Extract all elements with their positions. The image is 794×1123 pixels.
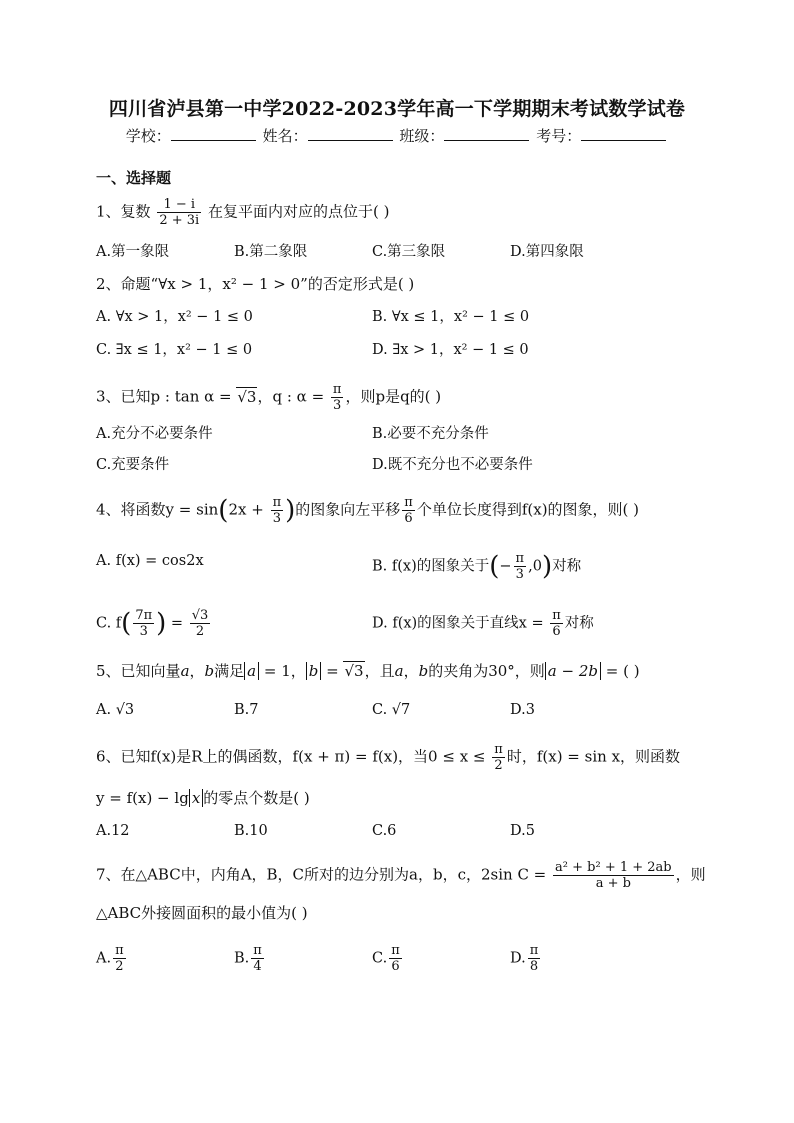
question-7-stem-line-1: 7、在△ABC中，内角A，B，C所对的边分别为a，b，c，2sin C = $\frac{\text{a² + b² + 1 + 2ab}}{a + b}$ ，则 — [96, 860, 706, 891]
class-blank[interactable] — [444, 127, 529, 141]
fraction: $\frac{√3}{2}$ — [191, 608, 209, 639]
question-2-option-c[interactable]: C. ∃x ≤ 1，x² − 1 ≤ 0 — [96, 342, 253, 358]
question-7-option-b[interactable]: B. $\frac{\pi}{4}$ — [234, 943, 262, 974]
fraction: $\frac{7\pi}{3}$ — [135, 608, 153, 639]
name-blank[interactable] — [308, 127, 393, 141]
student-info-line — [0, 125, 794, 146]
fraction: $\frac{\pi}{3}$ — [332, 382, 342, 413]
question-5-stem: 5、已知向量a，b满足 a = 1， b = √3，且a，b的夹角为30°，则 a − 2b = ( ) — [96, 662, 640, 680]
fraction: $\frac{\pi}{8}$ — [529, 943, 539, 974]
question-2-option-a[interactable]: A. ∀x > 1，x² − 1 ≤ 0 — [96, 309, 253, 325]
fraction: $\frac{\pi}{6}$ — [552, 608, 561, 639]
exam-title: 四川省泸县第一中学2022-2023学年高一下学期期末考试数学试卷 — [108, 98, 686, 120]
question-1-stem: 1、复数 $\frac{1 - i}{2 + 3i}$ 在复平面内对应的点位于( ) — [96, 197, 390, 228]
question-2-option-b[interactable]: B. ∀x ≤ 1，x² − 1 ≤ 0 — [372, 309, 530, 325]
question-5-option-a[interactable]: A. √3 — [96, 702, 135, 718]
question-4-option-a[interactable]: A. f(x) = cos2x — [96, 553, 204, 569]
name-label: 姓名： — [262, 127, 308, 145]
fraction: $\frac{\text{a² + b² + 1 + 2ab}}{a + b}$ — [555, 860, 672, 891]
school-blank[interactable] — [171, 127, 256, 141]
question-7-option-a[interactable]: A. $\frac{\pi}{2}$ — [96, 943, 124, 974]
question-1-option-d[interactable]: D.第四象限 — [510, 244, 584, 260]
fraction: $\frac{\pi}{6}$ — [391, 943, 400, 974]
question-6-stem-line-2: y = f(x) − lg x 的零点个数是( ) — [96, 789, 310, 807]
question-4-option-d[interactable]: D. f(x)的图象关于直线x = $\frac{\pi}{6}$ 对称 — [372, 608, 594, 639]
fraction: $\frac{\pi}{4}$ — [253, 943, 262, 974]
question-6-option-c[interactable]: C.6 — [372, 823, 397, 839]
fraction: $\frac{1 - i}{2 + 3i}$ — [159, 197, 200, 228]
question-6-option-b[interactable]: B.10 — [234, 823, 268, 839]
question-3-stem: 3、已知p : tan α = √3，q : α = $\frac{\pi}{3}$ ，则p是q的( ) — [96, 382, 442, 413]
question-7-option-d[interactable]: D. $\frac{\pi}{8}$ — [510, 943, 539, 974]
question-7-option-c[interactable]: C. $\frac{\pi}{6}$ — [372, 943, 400, 974]
fraction: $\frac{\pi}{2}$ — [115, 943, 124, 974]
question-7-stem-line-2: △ABC外接圆面积的最小值为( ) — [96, 904, 308, 922]
exam-number-label: 考号： — [536, 127, 582, 145]
question-6-option-a[interactable]: A.12 — [96, 823, 130, 839]
question-3-option-b[interactable]: B.必要不充分条件 — [372, 426, 489, 442]
question-5-option-d[interactable]: D.3 — [510, 702, 535, 718]
question-6-option-d[interactable]: D.5 — [510, 823, 535, 839]
class-label: 班级： — [399, 127, 445, 145]
question-1-option-a[interactable]: A.第一象限 — [96, 244, 170, 260]
question-6-stem-line-1: 6、已知f(x)是R上的偶函数，f(x + π) = f(x)，当0 ≤ x ≤ $\frac{\pi}{2}$ 时，f(x) = sin x，则函数 — [96, 742, 681, 773]
fraction: $\frac{\pi}{3}$ — [515, 551, 525, 582]
question-1-option-c[interactable]: C.第三象限 — [372, 244, 446, 260]
question-3-option-d[interactable]: D.既不充分也不必要条件 — [372, 457, 533, 473]
question-4-option-b[interactable]: B. f(x)的图象关于(− $\frac{\pi}{3}$ ,0)对称 — [372, 551, 582, 582]
question-5-option-b[interactable]: B.7 — [234, 702, 259, 718]
exam-number-blank[interactable] — [581, 127, 666, 141]
question-1-option-b[interactable]: B.第二象限 — [234, 244, 308, 260]
fraction: $\frac{\pi}{3}$ — [272, 495, 282, 526]
question-5-option-c[interactable]: C. √7 — [372, 702, 411, 718]
school-label: 学校： — [125, 127, 171, 145]
fraction: $\frac{\pi}{2}$ — [494, 742, 503, 773]
question-4-option-c[interactable]: C. f( $\frac{7\pi}{3}$ ) = $\frac{√3}{2}$ — [96, 608, 209, 639]
question-3-option-c[interactable]: C.充要条件 — [96, 457, 170, 473]
fraction: $\frac{\pi}{6}$ — [404, 495, 413, 526]
section-heading: 一、选择题 — [96, 169, 172, 187]
question-2-option-d[interactable]: D. ∃x > 1，x² − 1 ≤ 0 — [372, 342, 529, 358]
question-3-option-a[interactable]: A.充分不必要条件 — [96, 426, 213, 442]
question-2-stem: 2、命题“∀x > 1，x² − 1 > 0”的否定形式是( ) — [96, 275, 415, 293]
question-4-stem: 4、将函数y = sin(2x + $\frac{\pi}{3}$ )的图象向左平移 $\frac{\pi}{6}$ 个单位长度得到f(x)的图象，则( ) — [96, 495, 640, 526]
